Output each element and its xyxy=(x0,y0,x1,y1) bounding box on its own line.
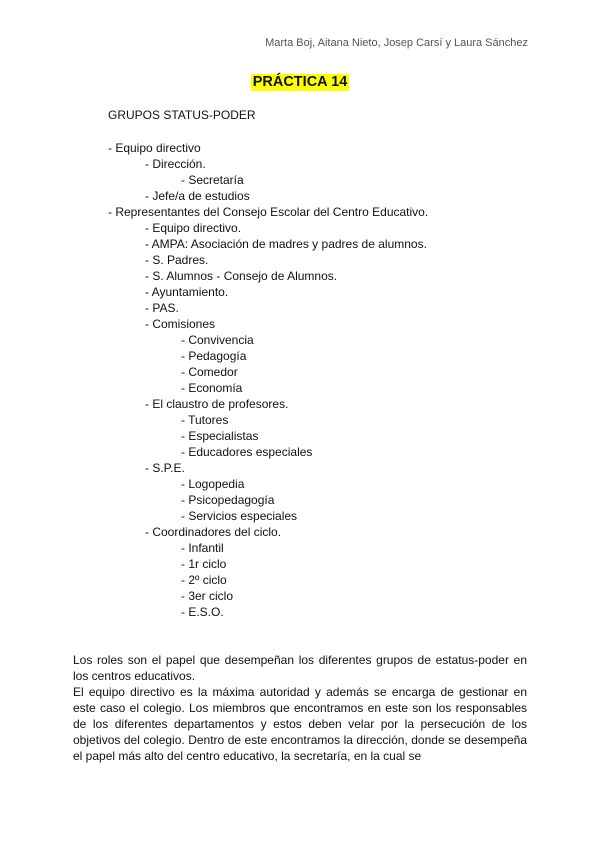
outline-item: - Educadores especiales xyxy=(181,445,313,459)
outline-item: - Equipo directivo. xyxy=(145,221,242,235)
outline-item: - Jefe/a de estudios xyxy=(145,189,250,203)
outline-item: - Secretaría xyxy=(181,173,244,187)
outline-item: - Dirección. xyxy=(145,157,206,171)
outline-item: - Coordinadores del ciclo. xyxy=(145,525,282,539)
outline-item: - Psicopedagogía xyxy=(181,493,275,507)
outline-item: - Equipo directivo xyxy=(108,141,201,155)
outline-item: - AMPA: Asociación de madres y padres de alumnos. xyxy=(145,237,427,251)
outline-item: - Pedagogía xyxy=(181,349,247,363)
outline-item: - Representantes del Consejo Escolar del Centro Educativo. xyxy=(108,205,429,219)
outline-item: - PAS. xyxy=(145,301,179,315)
outline-item: - S. Padres. xyxy=(145,253,209,267)
outline-item: - Servicios especiales xyxy=(181,509,298,523)
outline-item: - 1r ciclo xyxy=(181,557,227,571)
paragraph: Los roles son el papel que desempeñan los diferentes grupos de estatus-poder en los centros educativos. xyxy=(73,653,527,683)
outline-item: - S. Alumnos - Consejo de Alumnos. xyxy=(145,269,338,283)
title-container xyxy=(0,73,600,91)
outline-item: - Economía xyxy=(181,381,243,395)
paragraph: El equipo directivo es la máxima autoridad y además se encarga de gestionar en este caso el colegio. Los miembros que encontramos en este son los responsables de los diferentes departamentos y estos deben velar por la persecución de los objetivos del colegio. Dentro de este encontramos la dirección, donde se desempeña el papel más alto del centro educativo, la secretaría, en la cual se xyxy=(73,685,527,763)
outline-item: - 2º ciclo xyxy=(181,573,227,587)
outline-item: - Tutores xyxy=(181,413,229,427)
outline-item: - Ayuntamiento. xyxy=(145,285,229,299)
outline-item: - S.P.E. xyxy=(145,461,185,475)
section-subtitle: GRUPOS STATUS-PODER xyxy=(108,108,256,122)
outline-item: - Logopedia xyxy=(181,477,245,491)
body-text xyxy=(73,652,527,764)
outline-item: - Convivencia xyxy=(181,333,254,347)
page-header-authors: Marta Boj, Aitana Nieto, Josep Carsí y Laura Sánchez xyxy=(265,37,528,49)
outline-item: - El claustro de profesores. xyxy=(145,397,289,411)
outline-item: - Comisiones xyxy=(145,317,216,331)
outline-item: - E.S.O. xyxy=(181,605,224,619)
outline-item: - Comedor xyxy=(181,365,238,379)
page-title: PRÁCTICA 14 xyxy=(252,74,348,90)
outline-item: - Infantil xyxy=(181,541,224,555)
outline-item: - Especialistas xyxy=(181,429,259,443)
outline-list xyxy=(0,140,600,620)
outline-item: - 3er ciclo xyxy=(181,589,234,603)
